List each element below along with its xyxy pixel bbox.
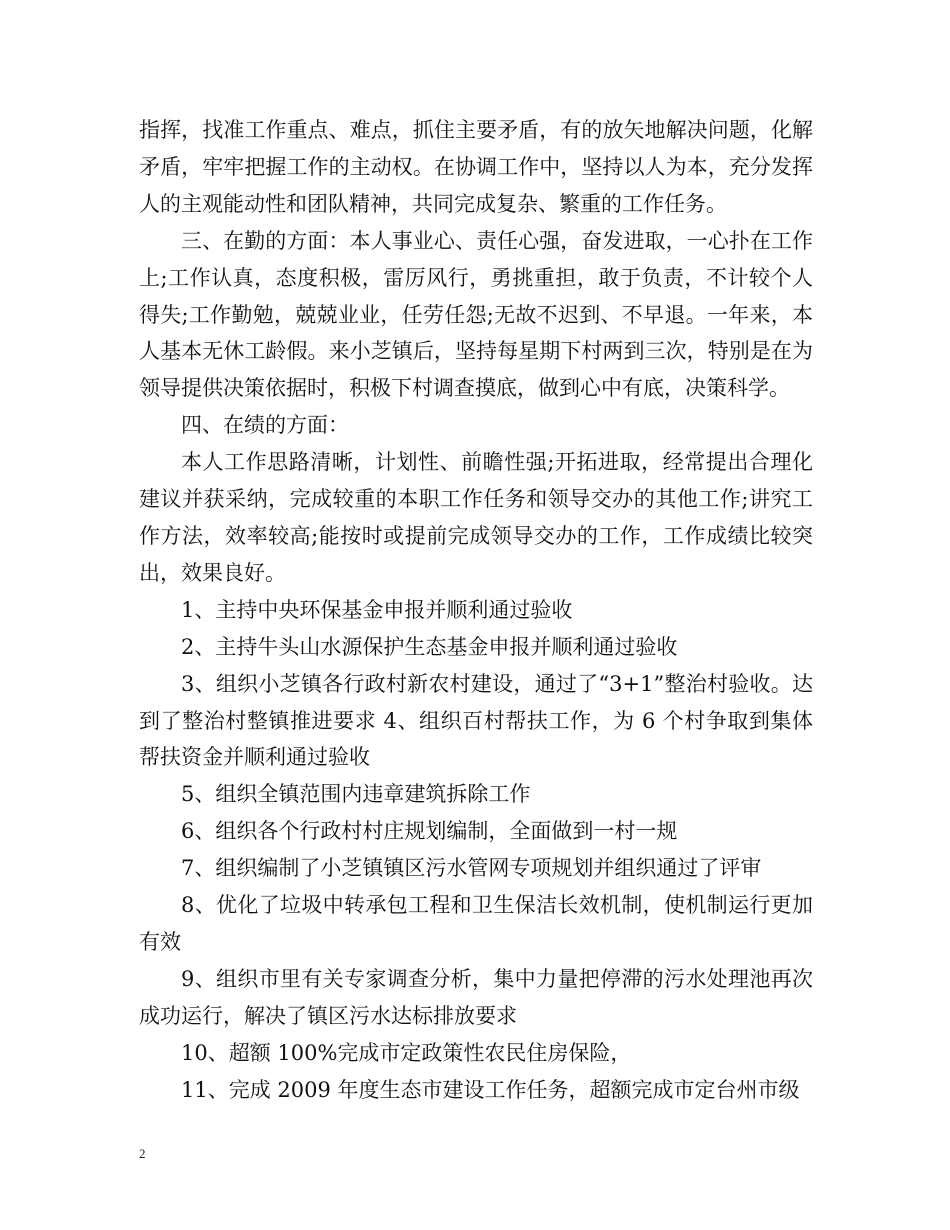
list-item-7: 7、组织编制了小芝镇镇区污水管网专项规划并组织通过了评审 — [181, 856, 762, 881]
list-item-2: 2、主持牛头山水源保护生态基金申报并顺利通过验收 — [181, 634, 678, 659]
list-item-8: 8、优化了垃圾中转承包工程和卫生保洁长效机制，使机制运行更加有效 — [139, 893, 813, 954]
document-body — [139, 112, 813, 1108]
list-item-1: 1、主持中央环保基金申报并顺利通过验收 — [181, 597, 573, 622]
list-item-9: 9、组织市里有关专家调查分析，集中力量把停滞的污水处理池再次成功运行，解决了镇区污水达标排放要求 — [139, 966, 813, 1028]
list-item-6: 6、组织各个行政村村庄规划编制，全面做到一村一规 — [181, 819, 678, 844]
list-item-10: 10、超额 100%完成市定政策性农民住房保险， — [181, 1040, 632, 1065]
list-item-11: 11、完成 2009 年度生态市建设工作任务，超额完成市定台州市级 — [181, 1077, 800, 1102]
paragraph-3: 四、在绩的方面： — [181, 413, 349, 438]
paragraph-4: 本人工作思路清晰，计划性、前瞻性强;开拓进取，经常提出合理化建议并获采纳，完成较重的本职工作任务和领导交办的其他工作;讲究工作方法，效率较高;能按时或提前完成领导交办的工作，工作成绩比较突出，效果良好。 — [139, 450, 813, 585]
list-item-3: 3、组织小芝镇各行政村新农村建设，通过了“3+1”整治村验收。达到了整治村整镇推进要求 4、组织百村帮扶工作，为 6 个村争取到集体帮扶资金并顺利通过验收 — [139, 671, 813, 770]
paragraph-2: 三、在勤的方面：本人事业心、责任心强，奋发进取，一心扑在工作上;工作认真，态度积极，雷厉风行，勇挑重担，敢于负责，不计较个人得失;工作勤勉，兢兢业业，任劳任怨;无故不迟到、不早退。一年来，本人基本无休工龄假。来小芝镇后，坚持每星期下村两到三次，特别是在为领导提供决策依据时，积极下村调查摸底，做到心中有底，决策科学。 — [139, 228, 813, 401]
list-item-5: 5、组织全镇范围内违章建筑拆除工作 — [181, 782, 531, 807]
page-number: 2 — [139, 1146, 146, 1161]
paragraph-1: 指挥，找准工作重点、难点，抓住主要矛盾，有的放矢地解决问题，化解矛盾，牢牢把握工作的主动权。在协调工作中，坚持以人为本，充分发挥人的主观能动性和团队精神，共同完成复杂、繁重的工作任务。 — [139, 118, 813, 216]
